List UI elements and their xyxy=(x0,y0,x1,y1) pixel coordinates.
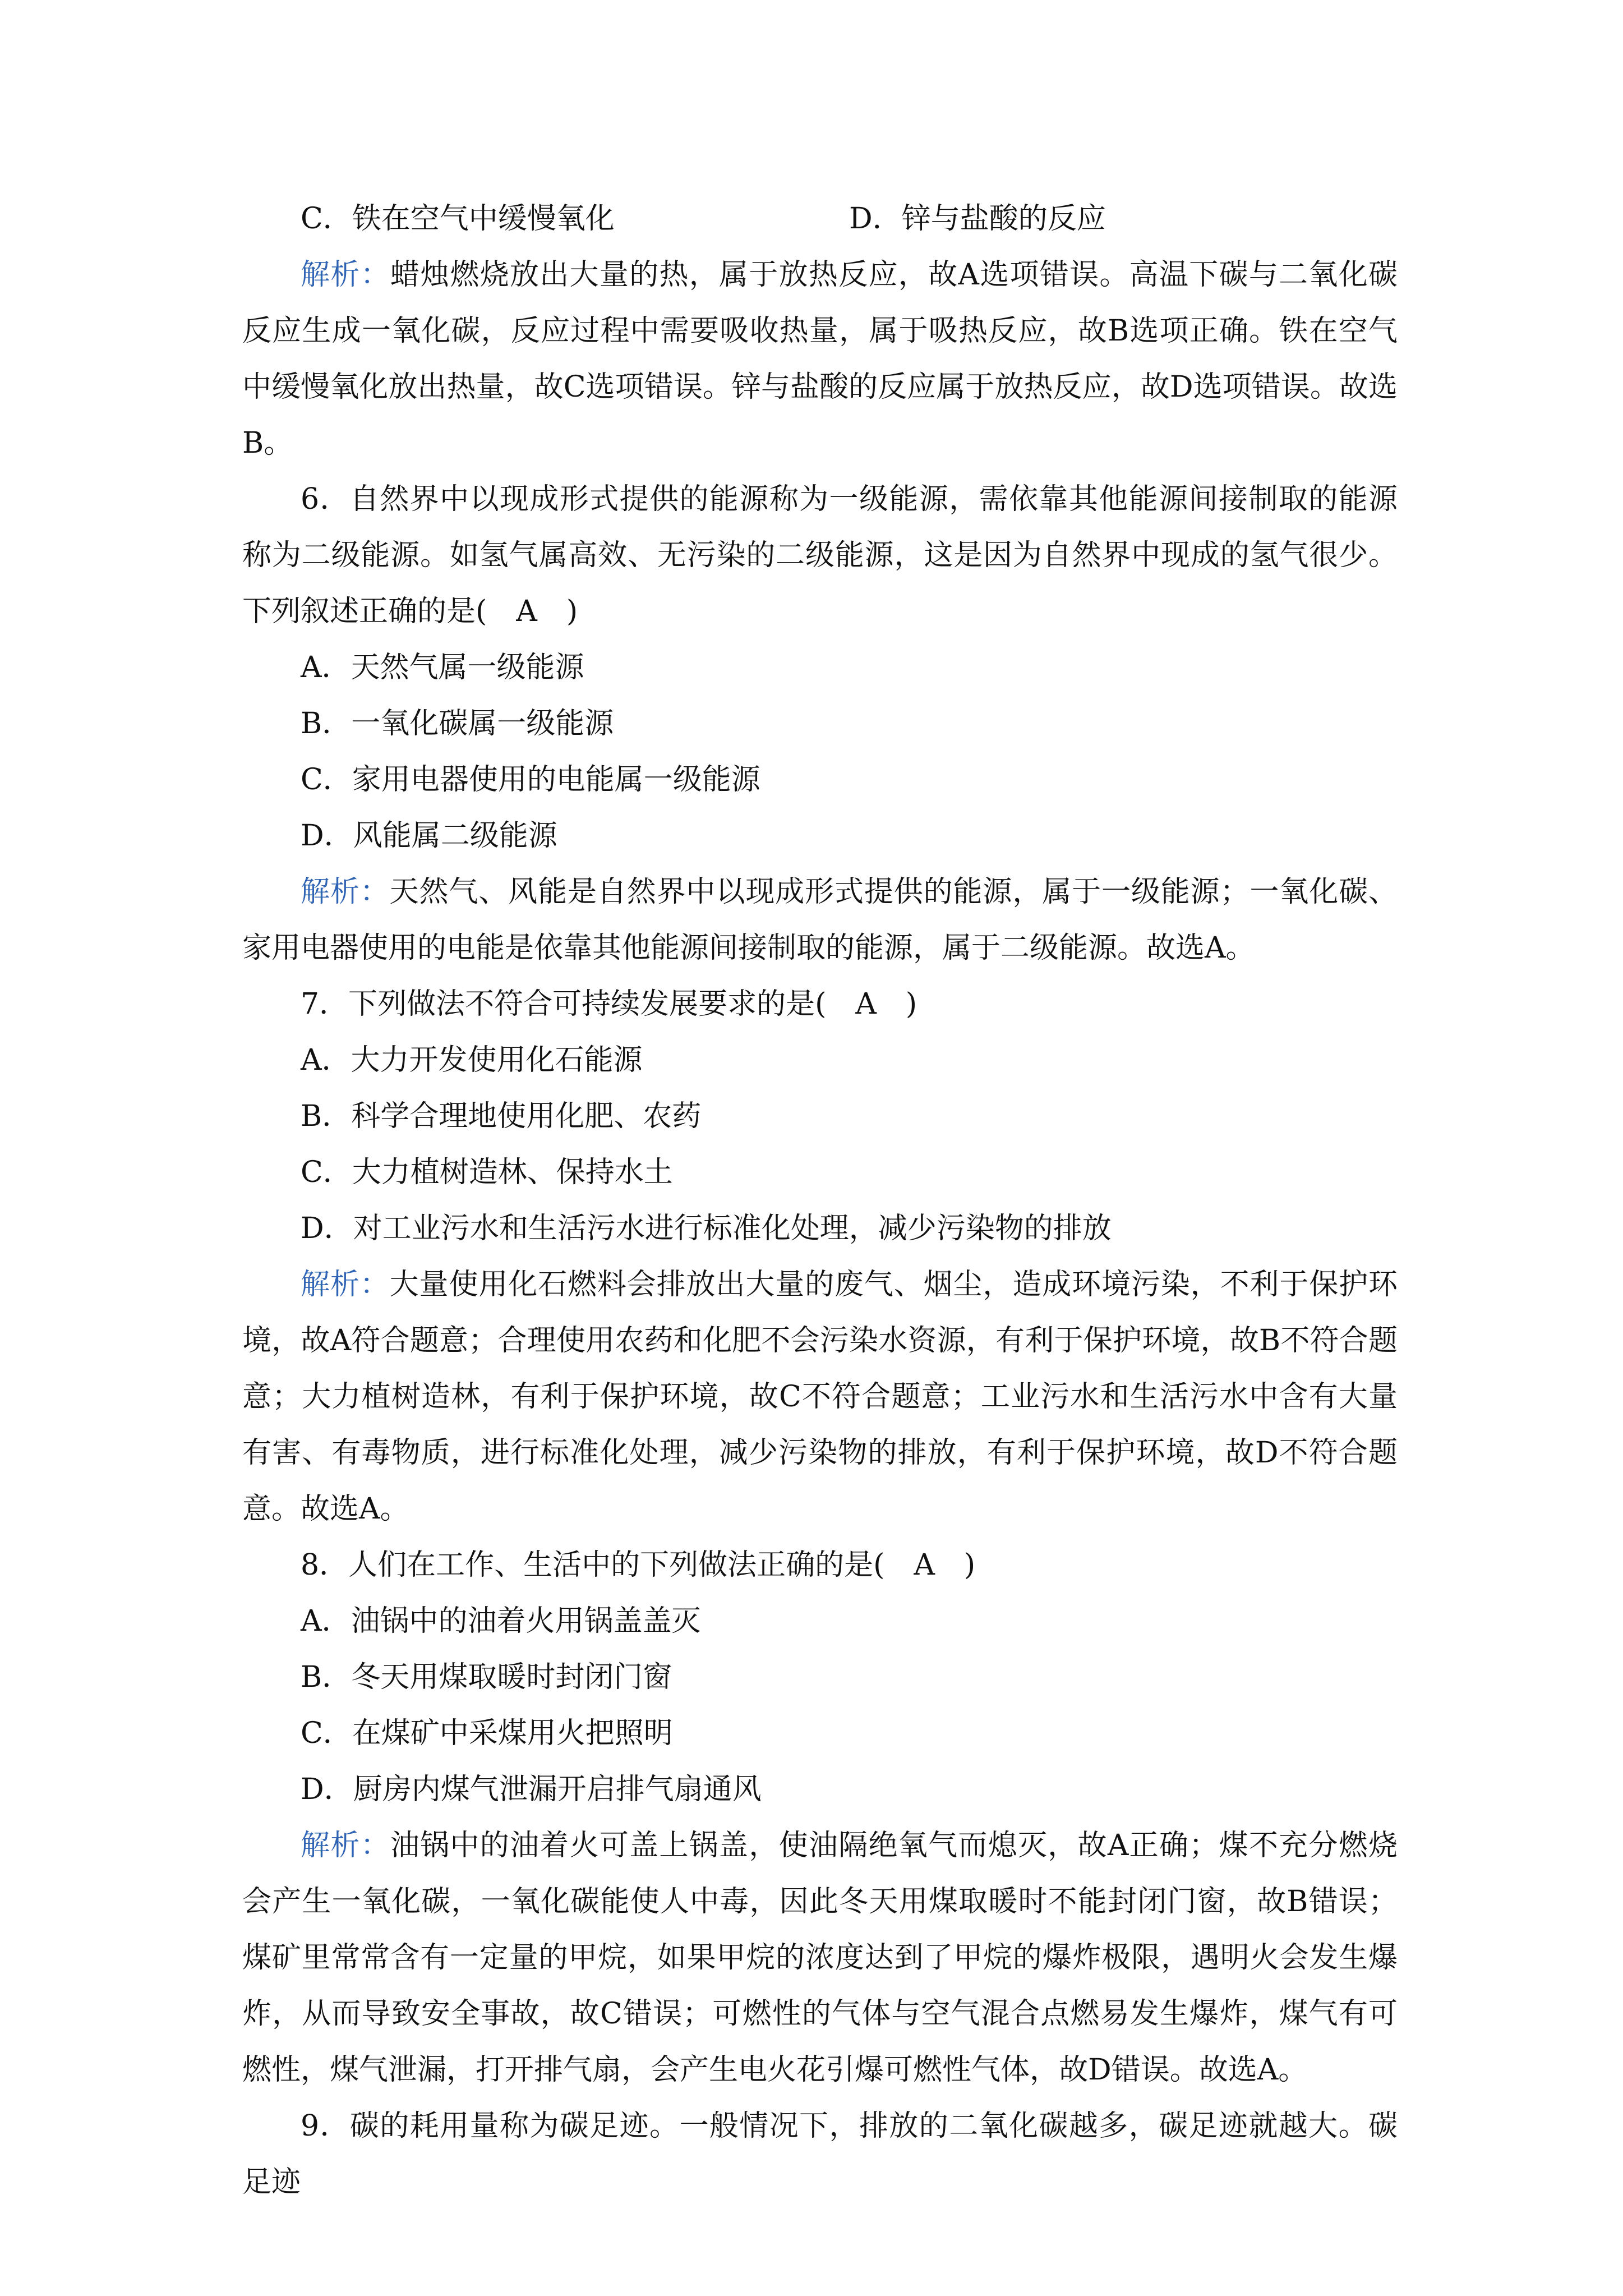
q6-option-d: D．风能属二级能源 xyxy=(301,819,557,853)
q5-analysis xyxy=(242,247,1398,471)
q5-option-d: D．锌与盐酸的反应 xyxy=(849,202,1106,236)
q8-analysis-text: 油锅中的油着火可盖上锅盖，使油隔绝氧气而熄灭，故A正确；煤不充分燃烧会产生一氧化碳，一氧化碳能使人中毒，因此冬天用煤取暖时不能封闭门窗，故B错误；煤矿里常常含有一定量的甲烷，如果甲烷的浓度达到了甲烷的爆炸极限，遇明火会发生爆炸，从而导致安全事故，故C错误；可燃性的气体与空气混合点燃易发生爆炸，煤气有可燃性，煤气泄漏，打开排气扇，会产生电火花引爆可燃性气体，故D错误。故选A。 xyxy=(242,1829,1398,2087)
q6-option-c: C．家用电器使用的电能属一级能源 xyxy=(301,763,760,797)
q6-analysis xyxy=(242,864,1398,976)
q5-option-c: C．铁在空气中缓慢氧化 xyxy=(301,202,615,236)
q6-analysis-text: 天然气、风能是自然界中以现成形式提供的能源，属于一级能源；一氧化碳、家用电器使用的电能是依靠其他能源间接制取的能源，属于二级能源。故选A。 xyxy=(242,875,1398,965)
q5-analysis-text: 蜡烛燃烧放出大量的热，属于放热反应，故A选项错误。高温下碳与二氧化碳反应生成一氧化碳，反应过程中需要吸收热量，属于吸热反应，故B选项正确。铁在空气中缓慢氧化放出热量，故C选项错误。锌与盐酸的反应属于放热反应，故D选项错误。故选B。 xyxy=(242,258,1398,460)
q7-stem: 7．下列做法不符合可持续发展要求的是( A ) xyxy=(301,987,917,1021)
q8-analysis xyxy=(242,1818,1398,2098)
q7-option-c: C．大力植树造林、保持水土 xyxy=(301,1156,673,1189)
q7-analysis xyxy=(242,1257,1398,1537)
q7-analysis-text: 大量使用化石燃料会排放出大量的废气、烟尘，造成环境污染，不利于保护环境，故A符合题意；合理使用农药和化肥不会污染水资源，有利于保护环境，故B不符合题意；大力植树造林，有利于保护环境，故C不符合题意；工业污水和生活污水中含有大量有害、有毒物质，进行标准化处理，减少污染物的排放，有利于保护环境，故D不符合题意。故选A。 xyxy=(242,1268,1398,1526)
q6-stem: 6．自然界中以现成形式提供的能源称为一级能源，需依靠其他能源间接制取的能源称为二级能源。如氢气属高效、无污染的二级能源，这是因为自然界中现成的氢气很少。下列叙述正确的是( A ) xyxy=(242,482,1398,628)
analysis-label: 解析： xyxy=(301,258,390,292)
q8-option-d: D．厨房内煤气泄漏开启排气扇通风 xyxy=(301,1773,762,1806)
q7-option-d: D．对工业污水和生活污水进行标准化处理，减少污染物的排放 xyxy=(301,1212,1112,1245)
q5-options-row xyxy=(242,191,1398,247)
q8-option-a: A．油锅中的油着火用锅盖盖灭 xyxy=(301,1604,701,1638)
analysis-label: 解析： xyxy=(301,1268,390,1301)
q9-stem: 9．碳的耗用量称为碳足迹。一般情况下，排放的二氧化碳越多，碳足迹就越大。碳足迹 xyxy=(242,2109,1398,2199)
document-content xyxy=(242,191,1398,2210)
q6-option-a: A．天然气属一级能源 xyxy=(301,651,584,684)
analysis-label: 解析： xyxy=(301,1829,390,1862)
q8-option-b: B．冬天用煤取暖时封闭门窗 xyxy=(301,1660,672,1694)
analysis-label: 解析： xyxy=(301,875,390,909)
q8-stem: 8．人们在工作、生活中的下列做法正确的是( A ) xyxy=(301,1548,976,1582)
q6-option-b: B．一氧化碳属一级能源 xyxy=(301,707,614,740)
q8-option-c: C．在煤矿中采煤用火把照明 xyxy=(301,1717,673,1750)
q7-option-b: B．科学合理地使用化肥、农药 xyxy=(301,1099,702,1133)
q7-option-a: A．大力开发使用化石能源 xyxy=(301,1043,643,1077)
